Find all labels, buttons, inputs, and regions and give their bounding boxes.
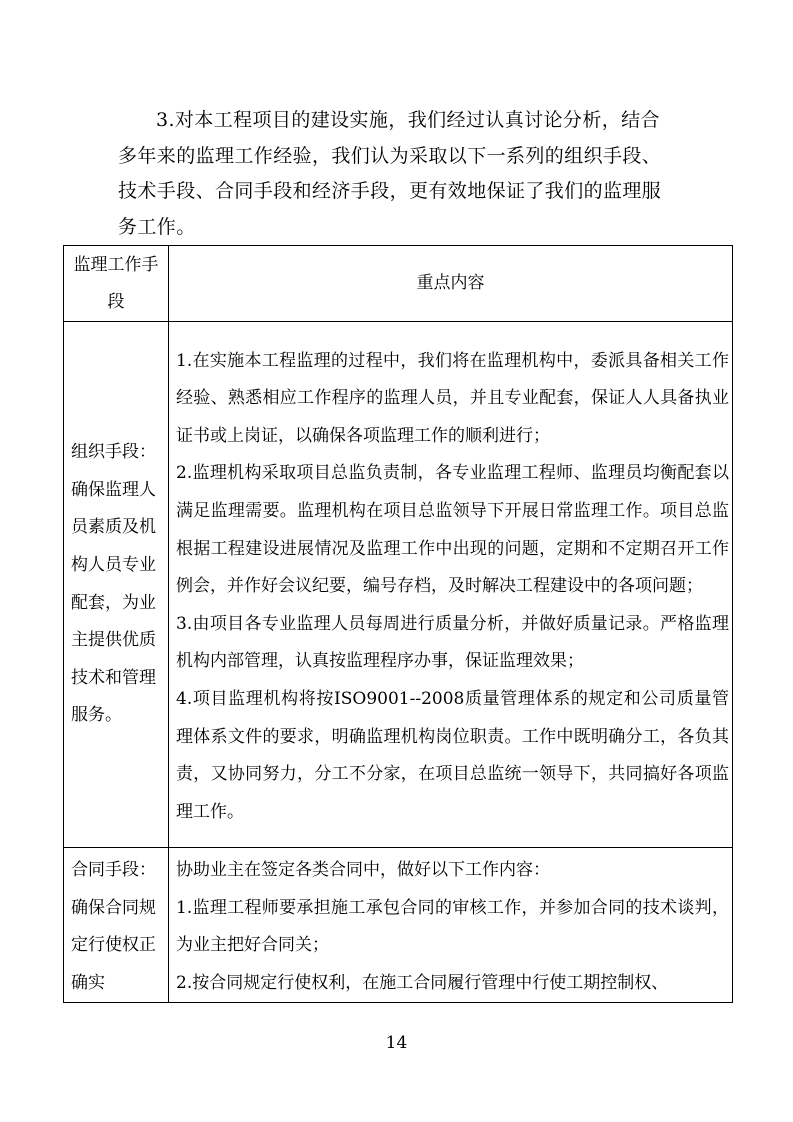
table-row <box>64 848 733 1003</box>
content-item: 3.由项目各专业监理人员每周进行质量分析，并做好质量记录。严格监理机构内部管理，认真按监理程序办事，保证监理效果； <box>176 613 729 672</box>
content-item: 协助业主在签定各类合同中，做好以下工作内容： <box>176 860 550 880</box>
content-item: 2.监理机构采取项目总监负责制，各专业监理工程师、监理员均衡配套以满足监理需要。监理机构在项目总监领导下开展日常监理工作。项目总监根据工程建设进展情况及监理工作中出现的问题，定期和不定期召开工作例会，并作好会议纪要，编号存档，及时解决工程建设中的各项问题； <box>176 463 729 597</box>
content-item: 1.在实施本工程监理的过程中，我们将在监理机构中，委派具备相关工作经验、熟悉相应工作程序的监理人员，并且专业配套，保证人人具备执业证书或上岗证，以确保各项监理工作的顺利进行； <box>176 350 729 446</box>
method-cell <box>64 322 169 848</box>
intro-section <box>118 103 678 245</box>
content-item: 1.监理工程师要承担施工承包合同的审核工作，并参加合同的技术谈判，为业主把好合同关； <box>176 897 729 956</box>
method-text: 组织手段：确保监理人员素质及机构人员专业配套，为业主提供优质技术和管理服务。 <box>71 442 156 726</box>
header-method <box>64 246 169 322</box>
intro-paragraph: 3.对本工程项目的建设实施，我们经过认真讨论分析，结合多年来的监理工作经验，我们认为采取以下一系列的组织手段、技术手段、合同手段和经济手段，更有效地保证了我们的监理服务工作。 <box>118 109 662 238</box>
header-method-label: 监理工作手段 <box>73 254 159 312</box>
content-item: 4.项目监理机构将按ISO9001--2008质量管理体系的规定和公司质量管理体系文件的要求，明确监理机构岗位职责。工作中既明确分工，各负其责，又协同努力，分工不分家，在项目总监统一领导下，共同搞好各项监理工作。 <box>176 688 729 822</box>
table-row <box>64 322 733 848</box>
content-cell <box>169 848 733 1003</box>
supervision-methods-table <box>63 245 733 1003</box>
header-content-label: 重点内容 <box>416 273 485 293</box>
method-text: 合同手段：确保合同规定行使权正确实 <box>71 860 156 993</box>
table-header-row <box>64 246 733 322</box>
content-cell <box>169 322 733 848</box>
header-content <box>169 246 733 322</box>
page-number: 14 <box>385 1033 408 1053</box>
method-cell <box>64 848 169 1003</box>
content-item: 2.按合同规定行使权利，在施工合同履行管理中行使工期控制权、 <box>176 972 669 993</box>
